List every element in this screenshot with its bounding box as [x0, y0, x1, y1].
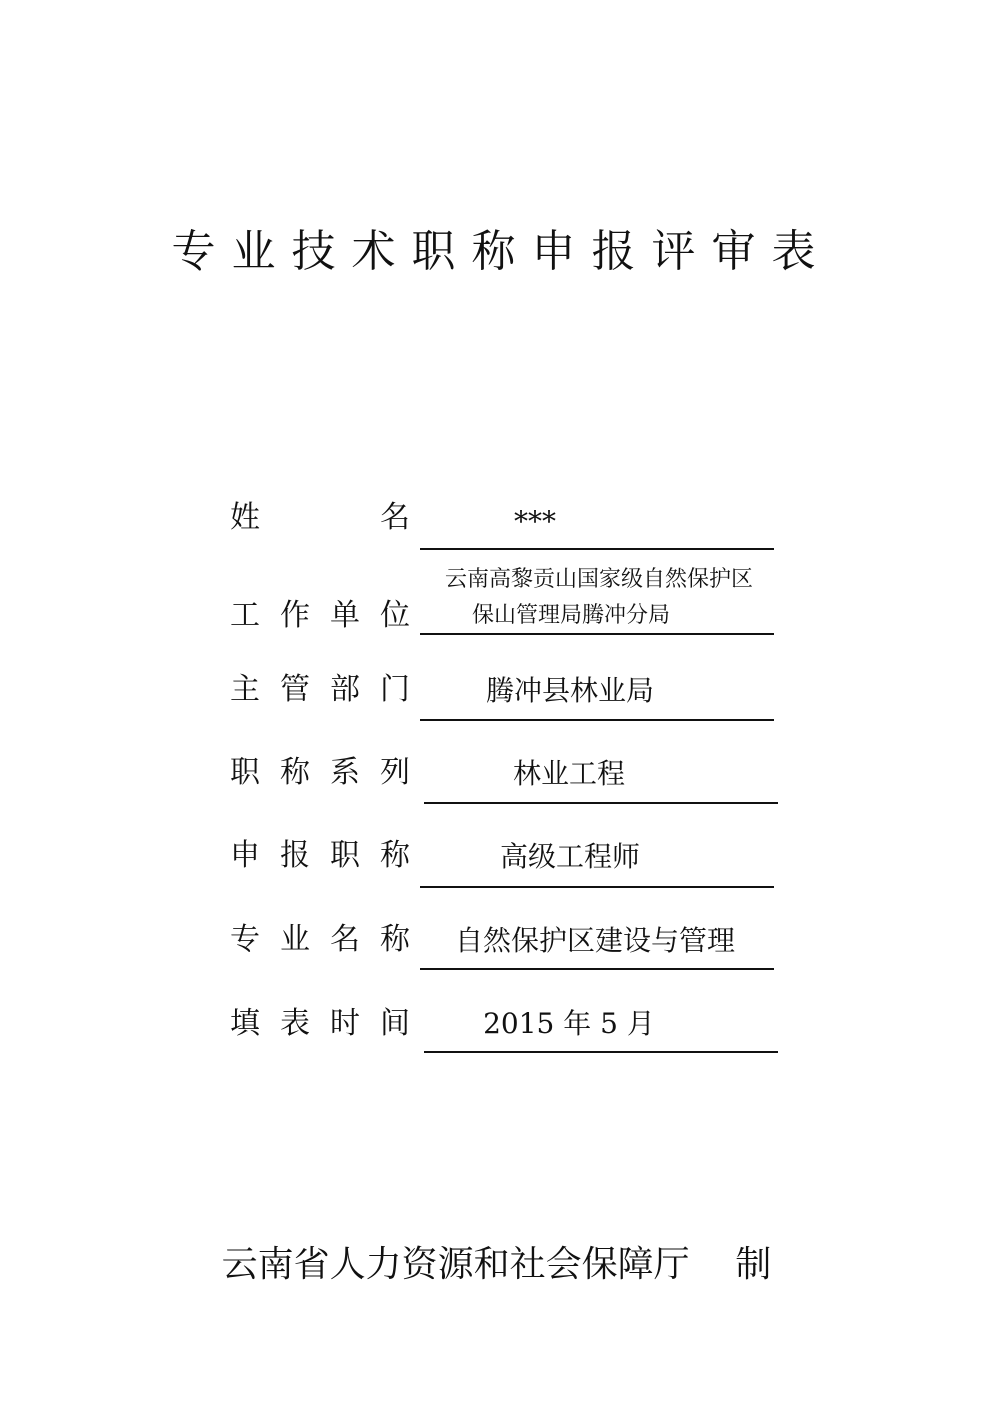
fill-date-field-line: [424, 1051, 778, 1053]
applied-title-value: 高级工程师: [499, 840, 640, 873]
title-series-value: 林业工程: [512, 757, 625, 790]
label-char: 门: [380, 672, 410, 707]
document-title: 专业技术职称申报评审表: [171, 226, 832, 277]
applied-title-label: [230, 836, 410, 876]
title-series-label: [230, 753, 410, 793]
supervising-dept-value: 腾冲县林业局: [485, 674, 654, 707]
label-char: 名: [330, 922, 360, 957]
label-char: 称: [380, 922, 410, 957]
label-char: 主: [230, 672, 260, 707]
label-char: 作: [280, 598, 310, 633]
label-char: 表: [280, 1006, 310, 1041]
specialty-field-line: [420, 968, 774, 970]
label-char: 业: [280, 922, 310, 957]
label-char: 申: [230, 838, 260, 873]
label-char: 列: [380, 755, 410, 790]
name-field-line: [420, 548, 774, 550]
label-char: 管: [280, 672, 310, 707]
label-char: 职: [230, 755, 260, 790]
label-char: 名: [380, 500, 410, 535]
name-label: [230, 498, 410, 538]
work-unit-value-line1: 云南高黎贡山国家级自然保护区: [444, 567, 753, 592]
specialty-label: [230, 920, 410, 960]
work-unit-field-line: [420, 633, 774, 635]
issuer-footer: 云南省人力资源和社会保障厅 制: [221, 1244, 772, 1285]
label-char: 专: [230, 922, 260, 957]
label-char: 工: [230, 598, 260, 633]
specialty-value: 自然保护区建设与管理: [454, 924, 735, 957]
applied-title-field-line: [420, 886, 774, 888]
work-unit-value-line2: 保山管理局腾冲分局: [471, 603, 670, 628]
label-char: 单: [330, 598, 360, 633]
label-char: 称: [380, 838, 410, 873]
label-char: 系: [330, 755, 360, 790]
label-char: 时: [330, 1006, 360, 1041]
label-char: 填: [230, 1006, 260, 1041]
work-unit-label: [230, 596, 410, 636]
label-char: 部: [330, 672, 360, 707]
label-char: 间: [380, 1006, 410, 1041]
label-char: 报: [280, 838, 310, 873]
name-value: ***: [514, 505, 556, 538]
supervising-dept-field-line: [420, 719, 774, 721]
label-char: 职: [330, 838, 360, 873]
label-char: 称: [280, 755, 310, 790]
fill-date-label: [230, 1004, 410, 1044]
fill-date-value: 2015 年 5 月: [483, 1007, 655, 1040]
title-series-field-line: [424, 802, 778, 804]
supervising-dept-label: [230, 670, 410, 710]
label-char: 姓: [230, 500, 260, 535]
label-char: 位: [380, 598, 410, 633]
